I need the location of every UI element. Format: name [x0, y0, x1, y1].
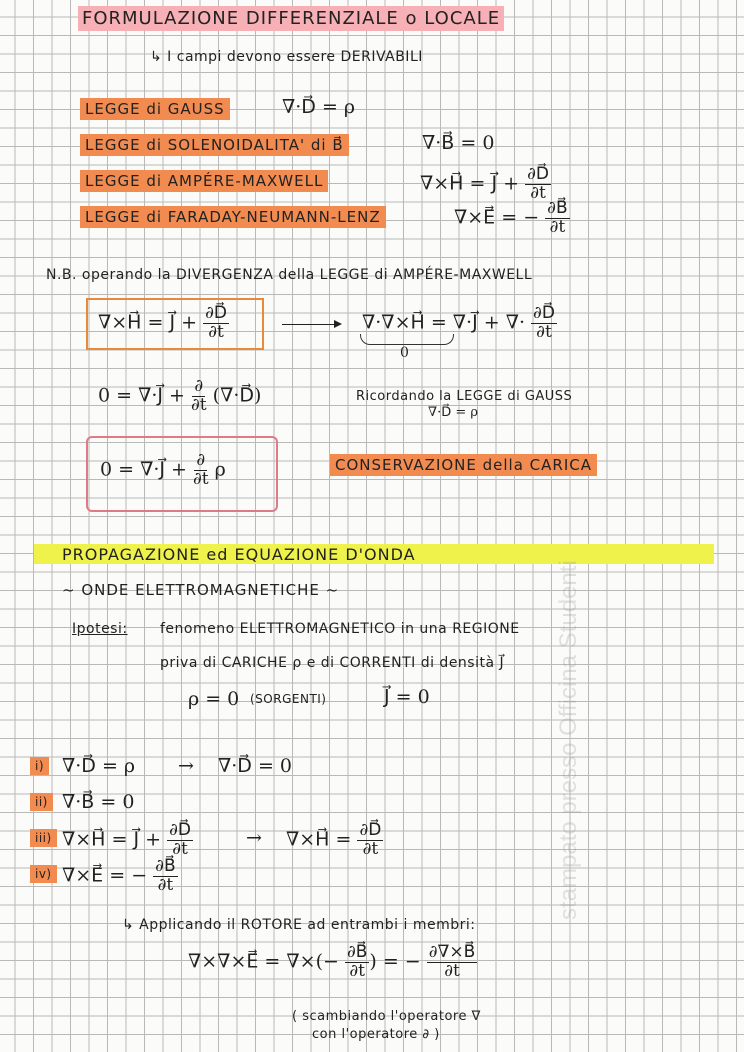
- nb-text: N.B. operando la DIVERGENZA della LEGGE di AMPÉRE-MAXWELL: [46, 267, 533, 283]
- page-title: FORMULAZIONE DIFFERENZIALE o LOCALE: [78, 10, 504, 28]
- item-ii-marker: ii): [30, 796, 53, 808]
- section2-subtitle: ~ ONDE ELETTROMAGNETICHE ~: [62, 581, 340, 599]
- note-line2: con l'operatore ∂ ): [312, 1027, 440, 1042]
- step-eq: 0 = ∇·J⃗ + $\frac{\partial}{\partial t}$ (∇·D⃗): [98, 376, 262, 415]
- law-ampere-name: LEGGE di AMPÉRE-MAXWELL: [80, 174, 328, 189]
- hyp-label: Ipotesi:: [72, 621, 128, 637]
- item-i-marker: i): [30, 760, 49, 772]
- watermark: stampato presso Officina Studenti: [555, 560, 582, 920]
- subtitle: ↳ I campi devono essere DERIVABILI: [150, 49, 423, 65]
- item-i-eq: ∇·D⃗ = ρ: [62, 755, 136, 777]
- cond-rho-note: (SORGENTI): [250, 692, 327, 706]
- conservation-label: CONSERVAZIONE della CARICA: [330, 458, 597, 473]
- item-i-result: ∇·D⃗ = 0: [218, 755, 293, 777]
- law-faraday-eq: ∇×E⃗ = − $\frac{\partial B⃗}{\partial t}$: [454, 198, 568, 237]
- law-gauss-eq: ∇·D⃗ = ρ: [282, 96, 356, 118]
- item-iv-eq: ∇×E⃗ = − $\frac{\partial B⃗}{\partial t}$: [62, 856, 176, 895]
- law-solenoidal-eq: ∇·B⃗ = 0: [422, 132, 495, 154]
- div-eq: ∇·∇×H⃗ = ∇·J⃗ + ∇· $\frac{\partial D⃗}{\partial t}$: [362, 303, 555, 342]
- arrow-right: [282, 324, 340, 325]
- item-i-arrow: →: [178, 755, 194, 777]
- section2-title: PROPAGAZIONE ed EQUAZIONE D'ONDA: [62, 545, 416, 564]
- applying-text: ↳ Applicando il ROTORE ad entrambi i membri:: [122, 917, 476, 933]
- hyp-line2: priva di CARICHE ρ e di CORRENTI di densità J⃗: [160, 655, 505, 671]
- item-iii-eq: ∇×H⃗ = J⃗ + $\frac{\partial D⃗}{\partial t}$: [62, 820, 191, 859]
- item-iii-marker: iii): [30, 832, 57, 844]
- law-faraday-name: LEGGE di FARADAY-NEUMANN-LENZ: [80, 210, 386, 225]
- recall-text: Ricordando la LEGGE di GAUSS: [356, 389, 573, 404]
- cond-rho: ρ = 0: [188, 688, 240, 710]
- item-iv-marker: iv): [30, 868, 57, 880]
- recall-eq: ∇·D⃗ = ρ: [428, 405, 479, 420]
- cond-j: J⃗ = 0: [384, 686, 430, 708]
- note-line1: ( scambiando l'operatore ∇: [292, 1009, 481, 1024]
- item-iii-result: ∇×H⃗ = $\frac{\partial D⃗}{\partial t}$: [286, 820, 382, 859]
- item-iii-arrow: →: [246, 827, 262, 849]
- brace: [360, 334, 454, 345]
- law-solenoidal-name: LEGGE di SOLENOIDALITA' di B⃗: [80, 138, 349, 153]
- final-eq: 0 = ∇·J⃗ + $\frac{\partial}{\partial t}$ ρ: [100, 450, 226, 489]
- item-ii-eq: ∇·B⃗ = 0: [62, 791, 135, 813]
- brace-label: 0: [400, 345, 409, 361]
- law-ampere-eq: ∇×H⃗ = J⃗ + $\frac{\partial D⃗}{\partial t}$: [420, 164, 549, 203]
- boxed-ampere-eq: ∇×H⃗ = J⃗ + $\frac{\partial D⃗}{\partial t}$: [98, 303, 227, 342]
- hyp-line1: fenomeno ELETTROMAGNETICO in una REGIONE: [160, 621, 520, 637]
- law-gauss-name: LEGGE di GAUSS: [80, 102, 230, 117]
- curl-eq: ∇×∇×E⃗ = ∇×(− $\frac{\partial B⃗}{\partial t}$ ) = − $\frac{\partial\nabla\times B⃗}{\partial t}$: [188, 942, 476, 981]
